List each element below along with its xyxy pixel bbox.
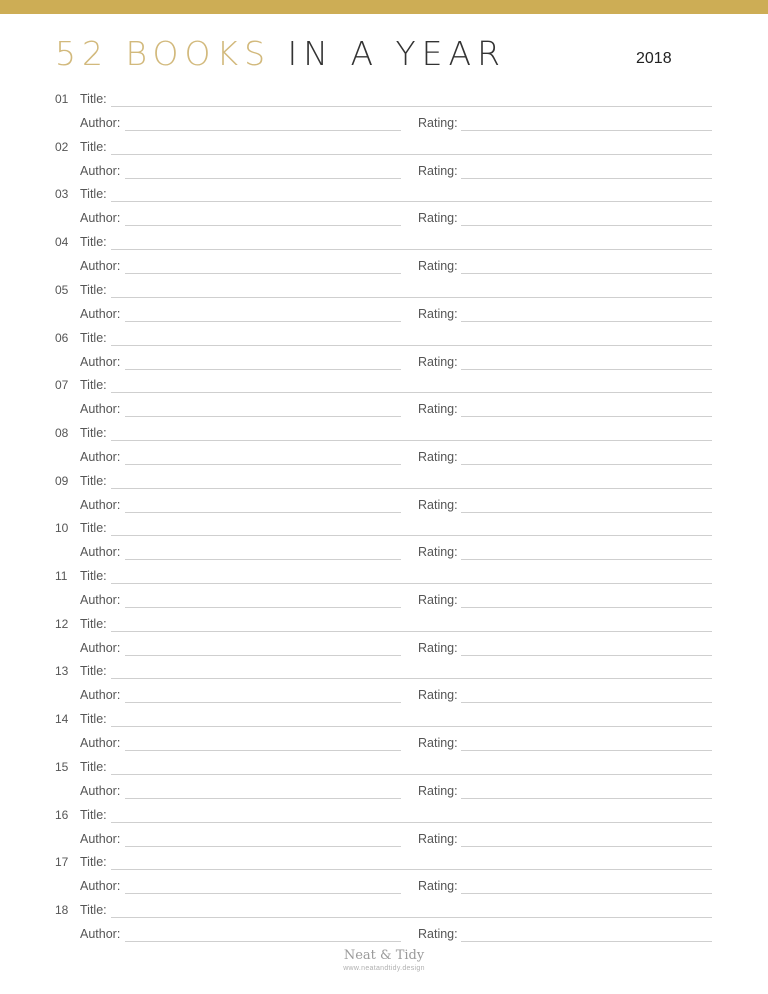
book-entry [0,235,768,291]
title-field[interactable] [111,631,712,632]
rating-field[interactable] [461,416,712,417]
rating-field[interactable] [461,702,712,703]
author-label: Author: [80,211,121,225]
title-label: Title: [80,569,107,583]
footer-url: www.neatandtidy.design [343,965,425,972]
book-entry [0,331,768,387]
book-entry [0,378,768,434]
title-label: Title: [80,426,107,440]
entry-number: 04 [55,235,69,249]
book-entry [0,855,768,911]
entry-number: 10 [55,521,69,535]
rating-field[interactable] [461,655,712,656]
author-field[interactable] [125,130,401,131]
title-label: Title: [80,92,107,106]
author-field[interactable] [125,655,401,656]
title-label: Title: [80,712,107,726]
title-label: Title: [80,855,107,869]
title-field[interactable] [111,201,712,202]
entry-number: 13 [55,664,69,678]
author-label: Author: [80,688,121,702]
footer-brand: Neat & Tidy [343,948,425,963]
author-label: Author: [80,307,121,321]
author-label: Author: [80,498,121,512]
title-label: Title: [80,378,107,392]
rating-label: Rating: [418,927,458,941]
title-field[interactable] [111,488,712,489]
title-label: Title: [80,283,107,297]
rating-field[interactable] [461,273,712,274]
rating-field[interactable] [461,798,712,799]
page-title [55,34,506,73]
author-field[interactable] [125,225,401,226]
rating-field[interactable] [461,941,712,942]
rating-label: Rating: [418,832,458,846]
rating-label: Rating: [418,784,458,798]
year-label: 2018 [636,50,672,67]
title-label: Title: [80,617,107,631]
rating-field[interactable] [461,846,712,847]
rating-field[interactable] [461,130,712,131]
rating-label: Rating: [418,593,458,607]
rating-field[interactable] [461,369,712,370]
rating-label: Rating: [418,736,458,750]
title-label: Title: [80,140,107,154]
title-field[interactable] [111,869,712,870]
rating-field[interactable] [461,225,712,226]
author-label: Author: [80,116,121,130]
title-field[interactable] [111,822,712,823]
rating-field[interactable] [461,464,712,465]
rating-field[interactable] [461,750,712,751]
title-label: Title: [80,474,107,488]
author-label: Author: [80,736,121,750]
rating-field[interactable] [461,178,712,179]
entry-number: 05 [55,283,69,297]
author-field[interactable] [125,512,401,513]
entry-number: 08 [55,426,69,440]
author-label: Author: [80,259,121,273]
title-label: Title: [80,808,107,822]
author-field[interactable] [125,321,401,322]
entry-number: 06 [55,331,69,345]
book-entry [0,92,768,148]
rating-label: Rating: [418,498,458,512]
title-label: Title: [80,235,107,249]
entry-number: 02 [55,140,69,154]
book-entry [0,140,768,196]
author-field[interactable] [125,798,401,799]
author-label: Author: [80,832,121,846]
rating-label: Rating: [418,259,458,273]
title-field[interactable] [111,297,712,298]
author-field[interactable] [125,750,401,751]
title-field[interactable] [111,583,712,584]
entry-number: 14 [55,712,69,726]
rating-label: Rating: [418,879,458,893]
rating-label: Rating: [418,211,458,225]
book-entry [0,664,768,720]
book-entry [0,283,768,339]
author-field[interactable] [125,846,401,847]
title-field[interactable] [111,440,712,441]
book-entry [0,187,768,243]
title-label: Title: [80,664,107,678]
book-entry [0,521,768,577]
title-label: Title: [80,187,107,201]
book-entry [0,474,768,530]
entry-number: 03 [55,187,69,201]
author-field[interactable] [125,369,401,370]
rating-label: Rating: [418,164,458,178]
title-label: Title: [80,331,107,345]
title-field[interactable] [111,774,712,775]
entry-number: 01 [55,92,69,106]
author-field[interactable] [125,941,401,942]
rating-field[interactable] [461,321,712,322]
entry-number: 09 [55,474,69,488]
author-label: Author: [80,879,121,893]
book-entry [0,617,768,673]
rating-field[interactable] [461,512,712,513]
title-field[interactable] [111,917,712,918]
author-label: Author: [80,593,121,607]
rating-label: Rating: [418,355,458,369]
title-label: Title: [80,903,107,917]
author-field[interactable] [125,416,401,417]
author-label: Author: [80,450,121,464]
book-entry [0,569,768,625]
rating-label: Rating: [418,688,458,702]
author-label: Author: [80,784,121,798]
author-label: Author: [80,355,121,369]
entry-number: 15 [55,760,69,774]
book-entry [0,426,768,482]
title-field[interactable] [111,106,712,107]
rating-label: Rating: [418,307,458,321]
title-label: Title: [80,521,107,535]
page-title-part1: 52 BOOKS [55,34,272,73]
author-field[interactable] [125,893,401,894]
author-field[interactable] [125,607,401,608]
title-field[interactable] [111,726,712,727]
rating-label: Rating: [418,545,458,559]
entry-number: 17 [55,855,69,869]
author-field[interactable] [125,464,401,465]
title-field[interactable] [111,392,712,393]
top-accent-bar [0,0,768,14]
rating-label: Rating: [418,450,458,464]
book-entry [0,760,768,816]
title-field[interactable] [111,678,712,679]
author-label: Author: [80,545,121,559]
author-label: Author: [80,402,121,416]
author-label: Author: [80,927,121,941]
entry-number: 16 [55,808,69,822]
title-label: Title: [80,760,107,774]
rating-label: Rating: [418,402,458,416]
author-field[interactable] [125,178,401,179]
rating-field[interactable] [461,559,712,560]
author-field[interactable] [125,273,401,274]
entry-number: 18 [55,903,69,917]
rating-label: Rating: [418,116,458,130]
author-label: Author: [80,641,121,655]
title-field[interactable] [111,249,712,250]
entry-number: 12 [55,617,69,631]
title-field[interactable] [111,535,712,536]
rating-field[interactable] [461,607,712,608]
author-field[interactable] [125,702,401,703]
rating-label: Rating: [418,641,458,655]
entry-number: 11 [55,569,68,583]
author-field[interactable] [125,559,401,560]
entry-number: 07 [55,378,69,392]
book-entry [0,808,768,864]
book-entry [0,712,768,768]
title-field[interactable] [111,345,712,346]
rating-field[interactable] [461,893,712,894]
page-title-part2: IN A YEAR [287,34,507,73]
title-field[interactable] [111,154,712,155]
author-label: Author: [80,164,121,178]
